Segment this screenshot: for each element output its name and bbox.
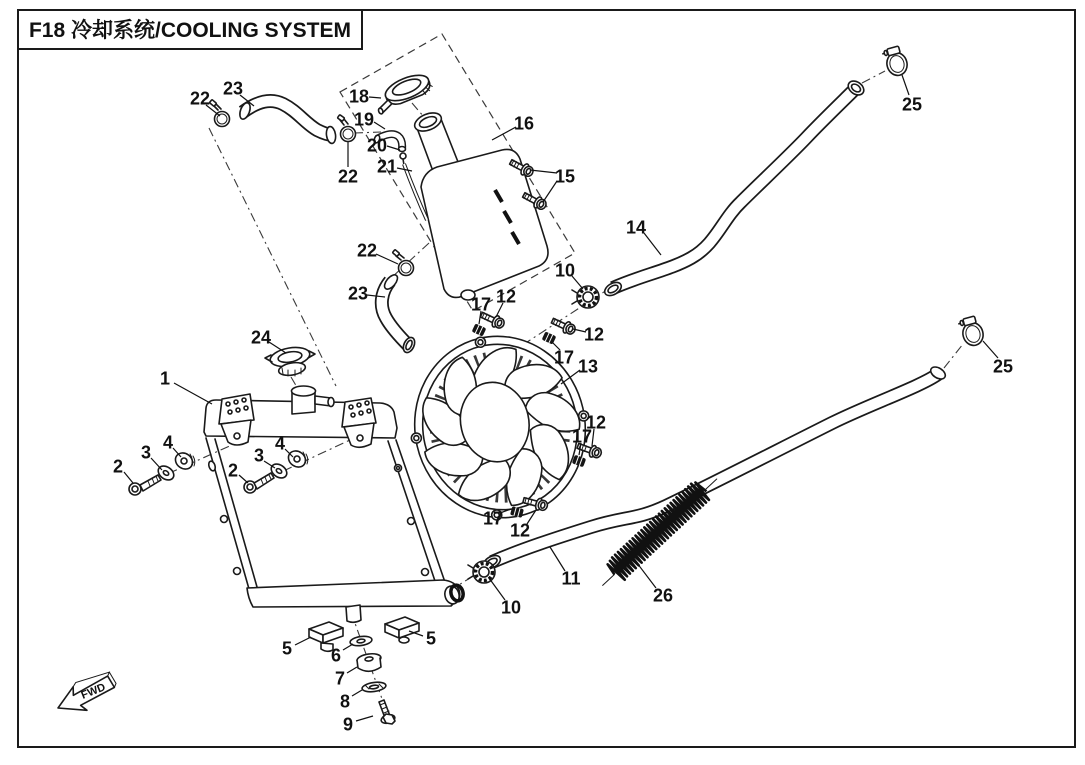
part-callout-24: 24 [250, 327, 272, 348]
part-callout-22: 22 [337, 166, 359, 187]
part-callout-5: 5 [281, 638, 293, 659]
callout-leader [983, 341, 998, 358]
part-callout-10: 10 [500, 597, 522, 618]
hose-clamp-22-b [337, 115, 355, 142]
hose-reservoir-upper [238, 101, 337, 144]
part-callout-4: 4 [274, 433, 286, 454]
worm-clamp-25-a [882, 45, 910, 78]
callout-leader [902, 75, 909, 95]
callout-leader [356, 716, 373, 721]
part-callout-11: 11 [561, 568, 581, 589]
pipe-clamp-10-a [572, 286, 599, 308]
part-callout-20: 20 [366, 135, 388, 156]
part-callout-14: 14 [625, 217, 647, 238]
part-callout-8: 8 [339, 691, 351, 712]
reservoir-screw [400, 153, 406, 165]
fwd-arrow [52, 669, 122, 720]
part-callout-21: 21 [376, 156, 398, 177]
part-callout-12: 12 [509, 520, 531, 541]
part-callout-17: 17 [571, 426, 593, 447]
callout-leader [644, 233, 661, 255]
part-callout-25: 25 [901, 94, 923, 115]
part-callout-19: 19 [353, 109, 375, 130]
callout-leader [151, 458, 162, 470]
fwd-label: FWD [79, 681, 108, 702]
part-callout-23: 23 [222, 78, 244, 99]
part-callout-4: 4 [162, 432, 174, 453]
radiator-cap [265, 345, 315, 378]
part-callout-22: 22 [356, 240, 378, 261]
worm-clamp-25-b [958, 315, 986, 348]
part-callout-17: 17 [470, 294, 492, 315]
hose-clamp-22-a [209, 100, 229, 127]
title-box [18, 10, 362, 49]
part-callout-26: 26 [652, 585, 674, 606]
callout-leader [347, 667, 357, 673]
callout-leader [369, 97, 381, 98]
part-callout-12: 12 [585, 412, 607, 433]
part-callout-6: 6 [330, 645, 342, 666]
callout-leader [352, 690, 362, 696]
callout-leader [295, 637, 311, 645]
callout-leader [174, 383, 212, 404]
part-callout-18: 18 [348, 86, 370, 107]
reservoir-cap [371, 70, 435, 115]
callout-leader [124, 472, 133, 483]
part-callout-23: 23 [347, 283, 369, 304]
part-callout-7: 7 [334, 668, 346, 689]
hose-radiator-inlet [602, 78, 866, 298]
callout-leader [530, 170, 557, 173]
part-callout-15: 15 [554, 166, 576, 187]
fan-nut-17-b [542, 331, 557, 344]
part-callout-2: 2 [112, 456, 124, 477]
part-callout-10: 10 [554, 260, 576, 281]
part-callout-5: 5 [425, 628, 437, 649]
callout-leader [374, 122, 385, 129]
fan-bolt-12-b [550, 315, 577, 336]
callout-leader [550, 547, 565, 571]
part-callout-12: 12 [583, 324, 605, 345]
part-callout-16: 16 [513, 113, 535, 134]
bottom-mount-bolt [379, 700, 396, 725]
callout-leader [634, 559, 656, 588]
part-callout-13: 13 [577, 356, 599, 377]
page-title: F18 冷却系统/COOLING SYSTEM [28, 19, 352, 42]
part-callout-12: 12 [495, 286, 517, 307]
bottom-mount-stack [349, 635, 395, 725]
part-callout-3: 3 [253, 445, 265, 466]
callout-leader [492, 127, 516, 140]
coolant-reservoir [371, 70, 548, 300]
part-callout-1: 1 [159, 368, 171, 389]
part-callout-22: 22 [189, 88, 211, 109]
fan-nut-17-a [472, 323, 487, 336]
mount-bolt-washer-grommet-left [129, 450, 196, 495]
part-callout-25: 25 [992, 356, 1014, 377]
hose-reservoir-lower [382, 273, 417, 355]
part-callout-3: 3 [140, 442, 152, 463]
part-callout-17: 17 [553, 347, 575, 368]
part-callout-9: 9 [342, 714, 354, 735]
bottom-mount-pad-right [385, 617, 419, 643]
callout-leader [343, 644, 353, 650]
part-callout-17: 17 [482, 508, 504, 529]
callout-leader [239, 475, 248, 483]
part-callout-2: 2 [227, 460, 239, 481]
